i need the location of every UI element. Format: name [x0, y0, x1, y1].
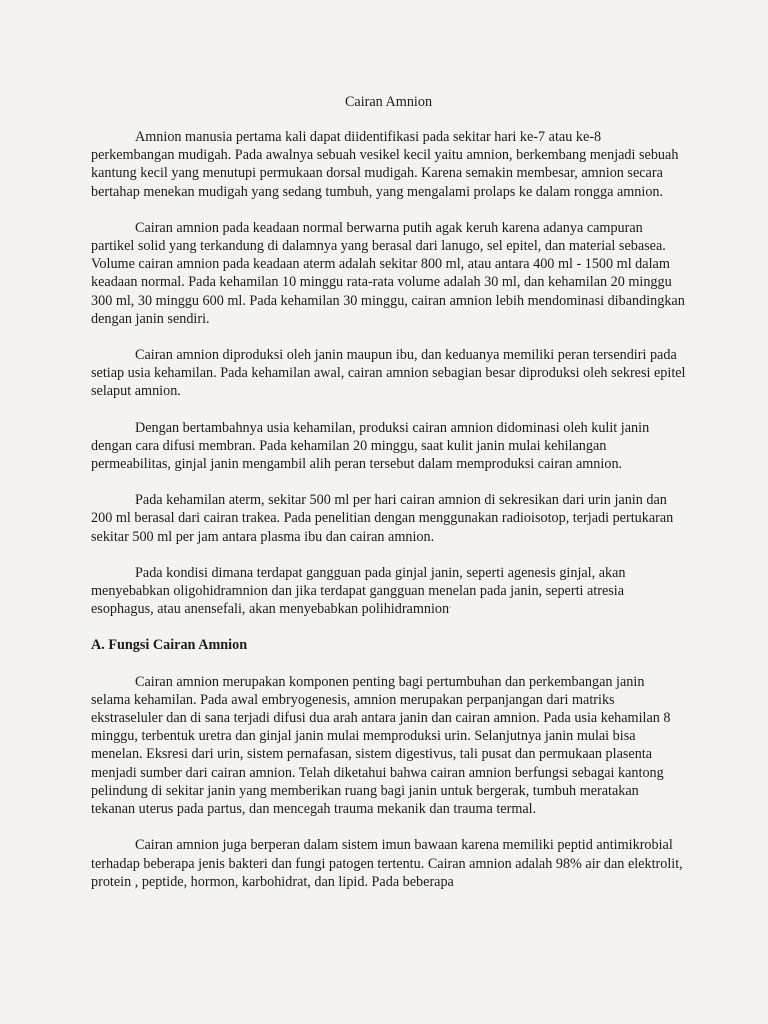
intro-paragraph-4: Dengan bertambahnya usia kehamilan, produksi cairan amnion didominasi oleh kulit janin dengan cara difusi membran. Pada kehamilan 20 minggu, saat kulit janin mulai kehilangan permeabilitas, ginjal janin mengambil alih peran tersebut dalam memproduksi cairan amnion. [91, 419, 650, 473]
document-title: Cairan Amnion [344, 94, 433, 110]
intro-paragraph-2: Cairan amnion pada keadaan normal berwarna putih agak keruh karena adanya campuran partikel solid yang terkandung di dalamnya yang berasal dari lanugo, sel epitel, dan material sebasea. Volume cairan amnion pada keadaan aterm adalah sekitar 800 ml, atau antara 400 ml - 1500 ml dalam keadaan normal. Pada kehamilan 10 minggu rata-rata volume adalah 30 ml, dan kehamilan 20 minggu 300 ml, 30 minggu 600 ml. Pada kehamilan 30 minggu, cairan amnion lebih mendominasi dibandingkan dengan janin sendiri. [91, 219, 685, 327]
section-paragraph-2: Cairan amnion juga berperan dalam sistem imun bawaan karena memiliki peptid antimikrobial terhadap beberapa jenis bakteri dan fungi patogen tertentu. Cairan amnion adalah 98% air dan elektrolit, protein , peptide, hormon, karbohidrat, dan lipid. Pada beberapa [91, 837, 683, 890]
section-paragraph-1: Cairan amnion merupakan komponen penting bagi pertumbuhan dan perkembangan janin selama kehamilan. Pada awal embryogenesis, amnion merupakan perpanjangan dari matriks ekstraseluler dan di sana terjadi difusi dua arah antara janin dan cairan amnion. Pada usia kehamilan 8 minggu, terbentuk uretra dan ginjal janin mulai memproduksi urin. Selanjutnya janin mulai bisa menelan. Eksresi dari urin, sistem pernafasan, sistem digestivus, tali pusat dan permukaan plasenta menjadi sumber dari cairan amnion. Telah diketahui bahwa cairan amnion berfungsi sebagai kantong pelindung di sekitar janin yang memberikan ruang bagi janin untuk bergerak, tumbuh meratakan tekanan uterus pada partus, dan mencegah trauma mekanik dan trauma termal. [91, 673, 671, 818]
intro-paragraph-3: Cairan amnion diproduksi oleh janin maupun ibu, dan keduanya memiliki peran tersendiri pada setiap usia kehamilan. Pada kehamilan awal, cairan amnion sebagian besar diproduksi oleh sekresi epitel selaput amnion. [91, 347, 686, 400]
intro-paragraph-6-text: Pada kondisi dimana terdapat gangguan pada ginjal janin, seperti agenesis ginjal, akan menyebabkan oligohidramnion dan jika terdapat gangguan menelan pada janin, seperti atresia esophagus, atau anensefali, akan menyebabkan polihidramnion [91, 564, 626, 618]
superscript-mark: . [449, 600, 452, 610]
section-heading: A. Fungsi Cairan Amnion [91, 637, 248, 654]
intro-paragraph-6 [91, 564, 686, 619]
intro-paragraph-1: Amnion manusia pertama kali dapat diidentifikasi pada sekitar hari ke-7 atau ke-8 perkembangan mudigah. Pada awalnya sebuah vesikel kecil yaitu amnion, berkembang menjadi sebuah kantung kecil yang menutupi permukaan dorsal mudigah. Karena semakin membesar, amnion secara bertahap menekan mudigah yang sedang tumbuh, yang mengalami prolaps ke dalam rongga amnion. [91, 129, 679, 200]
intro-paragraph-5: Pada kehamilan aterm, sekitar 500 ml per hari cairan amnion di sekresikan dari urin janin dan 200 ml berasal dari cairan trakea. Pada penelitian dengan menggunakan radioisotop, terjadi pertukaran sekitar 500 ml per jam antara plasma ibu dan cairan amnion. [91, 492, 674, 545]
